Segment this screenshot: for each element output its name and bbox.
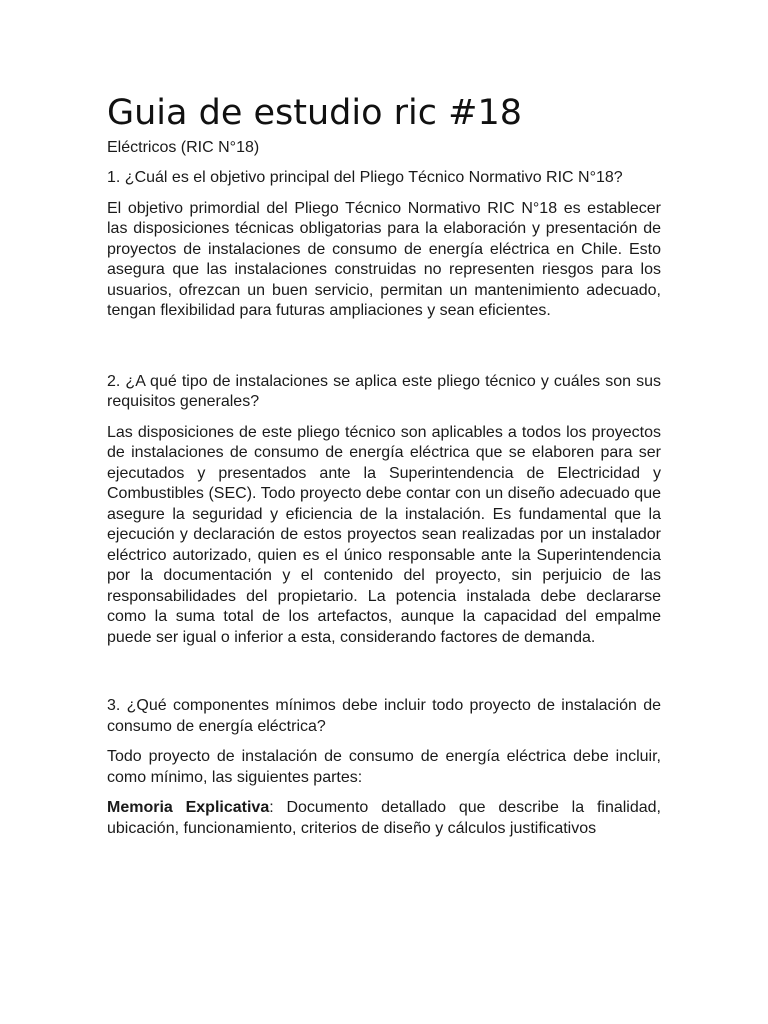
- answer-2: Las disposiciones de este pliego técnico son aplicables a todos los proyectos de instalaciones de consumo de energía eléctrica que se elaboren para ser ejecutados y presentados ante la Superintendencia de Electricidad y Combustibles (SEC). Todo proyecto debe contar con un diseño adecuado que asegure la seguridad y eficiencia de la instalación. Es fundamental que la ejecución y declaración de estos proyectos sean realizadas por un instalador eléctrico autorizado, quien es el único responsable ante la Superintendencia por la documentación y el contenido del proyecto, sin perjuicio de las responsabilidades del propietario. La potencia instalada debe declararse como la suma total de los artefactos, aunque la capacidad del empalme puede ser igual o inferior a esta, considerando factores de demanda.: [107, 423, 661, 646]
- section-3: [107, 696, 661, 839]
- answer-3: Todo proyecto de instalación de consumo de energía eléctrica debe incluir, como mínimo, las siguientes partes:: [107, 748, 661, 786]
- document-page: [107, 92, 661, 849]
- question-1: 1. ¿Cuál es el objetivo principal del Pliego Técnico Normativo RIC N°18?: [107, 169, 623, 186]
- document-title: Guia de estudio ric #18: [107, 93, 522, 133]
- question-3: 3. ¿Qué componentes mínimos debe incluir todo proyecto de instalación de consumo de energía eléctrica?: [107, 697, 661, 735]
- item-text: : Documento detallado que describe la finalidad, ubicación, funcionamiento, criterios de diseño y cálculos justificativos: [107, 799, 661, 837]
- section-gap: [107, 332, 661, 372]
- answer-1: El objetivo primordial del Pliego Técnico Normativo RIC N°18 es establecer las disposiciones técnicas obligatorias para la elaboración y presentación de proyectos de instalaciones de consumo de energía eléctrica en Chile. Esto asegura que las instalaciones construidas no representen riesgos para los usuarios, ofrezcan un buen servicio, permitan un mantenimiento adecuado, tengan flexibilidad para futuras ampliaciones y sean eficientes.: [107, 199, 661, 319]
- item-term: Memoria Explicativa: [107, 799, 270, 816]
- document-subtitle: Eléctricos (RIC N°18): [107, 139, 260, 156]
- section-1: [107, 168, 661, 322]
- section-gap: [107, 658, 661, 696]
- question-2: 2. ¿A qué tipo de instalaciones se aplica este pliego técnico y cuáles son sus requisitos generales?: [107, 372, 661, 410]
- section-2: [107, 372, 661, 649]
- list-item-memoria: [107, 798, 661, 839]
